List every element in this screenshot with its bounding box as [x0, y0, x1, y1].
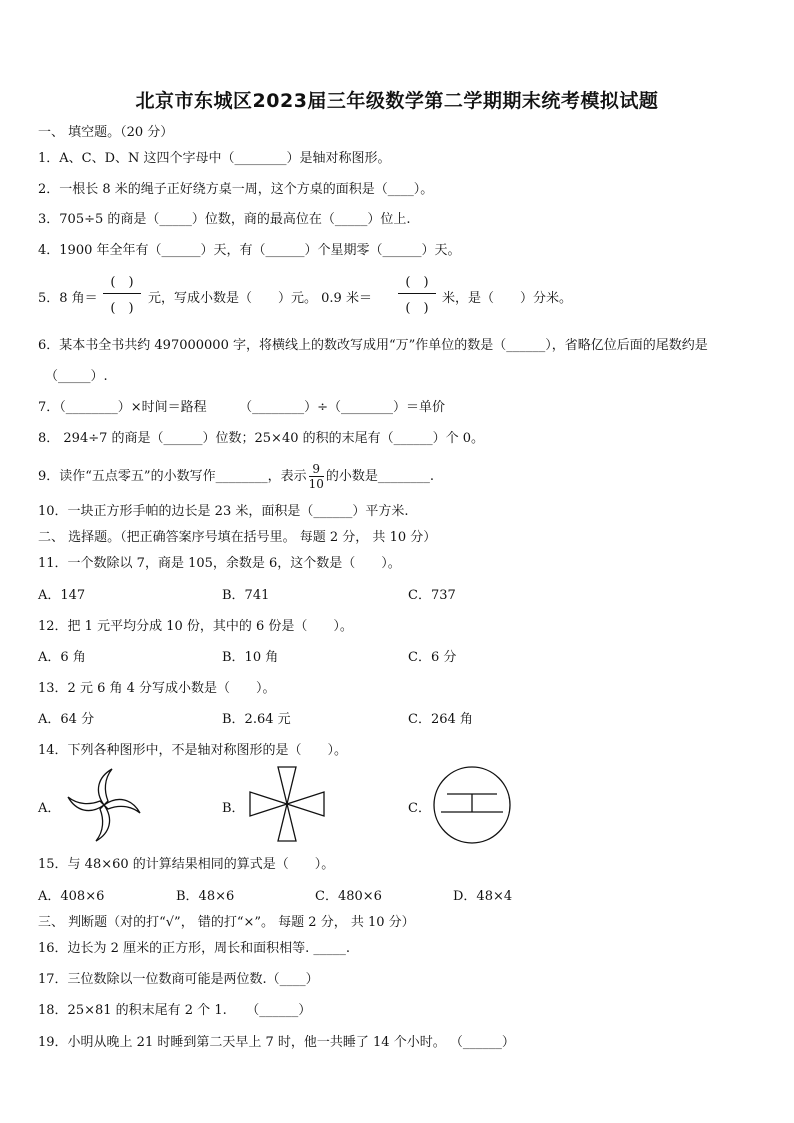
section-heading-choice: 二、 选择题。（把正确答案序号填在括号里。 每题 2 分， 共 10 分）	[38, 530, 437, 545]
triangle-bottom	[278, 804, 296, 841]
question-4: 4．1900 年全年有（______）天，有（______）个星期零（______）天。	[38, 243, 461, 258]
question-6-continued: （_____）.	[45, 369, 108, 384]
pinwheel-blade	[98, 769, 112, 805]
bowtie-cross-figure	[247, 765, 327, 843]
question-12: 12．把 1 元平均分成 10 份，其中的 6 份是（ ）。	[38, 619, 353, 634]
question-8: 8． 294÷7 的商是（______）位数；25×40 的积的末尾有（______）个 0。	[38, 431, 485, 446]
question-2: 2．一根长 8 米的绳子正好绕方桌一周，这个方桌的面积是（____）。	[38, 182, 434, 197]
triangle-right	[287, 792, 324, 816]
question-14: 14．下列各种图形中，不是轴对称图形的是（ ）。	[38, 743, 348, 758]
question-9-part-b: 的小数是________.	[325, 469, 434, 484]
question-11: 11．一个数除以 7，商是 105，余数是 6，这个数是（ ）。	[38, 556, 401, 571]
question-18: 18．25×81 的积末尾有 2 个 1. （______）	[38, 1003, 312, 1018]
option-15-a: A．408×6	[38, 889, 105, 904]
fraction-1-numerator: ( )	[110, 275, 134, 290]
option-11-a: A．147	[38, 588, 86, 603]
option-11-b: B．741	[222, 588, 270, 603]
option-15-c: C．480×6	[315, 889, 382, 904]
triangle-left	[250, 792, 287, 816]
question-5-fraction-1	[103, 271, 141, 316]
option-15-d: D．48×4	[453, 889, 513, 904]
question-17: 17．三位数除以一位数商可能是两位数.（____）	[38, 972, 319, 987]
circle-figure	[431, 764, 513, 846]
question-19: 19．小明从晚上 21 时睡到第二天早上 7 时，他一共睡了 14 个小时。 （______）	[38, 1035, 515, 1050]
option-12-a: A．6 角	[38, 650, 86, 665]
option-13-a: A．64 分	[38, 712, 95, 727]
question-5-fraction-2	[398, 271, 436, 316]
question-5-part-a: 5．8 角＝	[38, 291, 98, 306]
option-13-c: C．264 角	[408, 712, 473, 727]
page-title: 北京市东城区2023届三年级数学第二学期期末统考模拟试题	[135, 90, 659, 112]
question-1: 1．A、C、D、N 这四个字母中（________）是轴对称图形。	[38, 151, 391, 166]
question-13: 13．2 元 6 角 4 分写成小数是（ ）。	[38, 681, 276, 696]
pinwheel-blade	[96, 805, 110, 841]
question-7: 7．（________）×时间＝路程 （________）÷（________）＝单价	[38, 400, 446, 415]
option-12-b: B．10 角	[222, 650, 279, 665]
pinwheel-blade	[68, 797, 104, 811]
question-9-part-a: 9．读作“五点零五”的小数写作________，表示	[38, 469, 307, 484]
question-16: 16．边长为 2 厘米的正方形，周长和面积相等. _____.	[38, 941, 350, 956]
question-10: 10．一块正方形手帕的边长是 23 米，面积是（______）平方米.	[38, 504, 409, 519]
triangle-top	[278, 767, 296, 804]
fraction-2-denominator: ( )	[405, 301, 429, 316]
section-heading-fill: 一、 填空题。（20 分）	[38, 125, 174, 140]
question-9	[38, 462, 434, 491]
option-14-a-label: A．	[38, 801, 61, 816]
fraction-numerator: 9	[309, 462, 324, 477]
option-12-c: C．6 分	[408, 650, 457, 665]
option-14-b-label: B．	[222, 801, 245, 816]
fraction-denominator: 10	[308, 477, 324, 491]
question-9-fraction	[309, 462, 324, 491]
section-heading-judge: 三、 判断题（对的打“√”， 错的打“×”。 每题 2 分， 共 10 分）	[38, 915, 415, 930]
pinwheel-figure	[64, 765, 144, 845]
fraction-2-numerator: ( )	[405, 275, 429, 290]
question-15: 15．与 48×60 的计算结果相同的算式是（ ）。	[38, 857, 335, 872]
question-6: 6．某本书全书共约 497000000 字，将横线上的数改写成用“万”作单位的数是（______），省略亿位后面的尾数约是	[38, 338, 708, 353]
option-14-c-label: C．	[408, 801, 431, 816]
question-3: 3．705÷5 的商是（_____）位数，商的最高位在（_____）位上.	[38, 212, 411, 227]
option-15-b: B．48×6	[176, 889, 235, 904]
question-5-part-b: 元，写成小数是（ ）元。 0.9 米＝	[148, 291, 372, 306]
question-5-part-c: 米，是（ ）分米。	[442, 291, 573, 306]
fraction-1-denominator: ( )	[110, 301, 134, 316]
pinwheel-blade	[104, 799, 140, 813]
option-11-c: C．737	[408, 588, 456, 603]
option-13-b: B．2.64 元	[222, 712, 291, 727]
